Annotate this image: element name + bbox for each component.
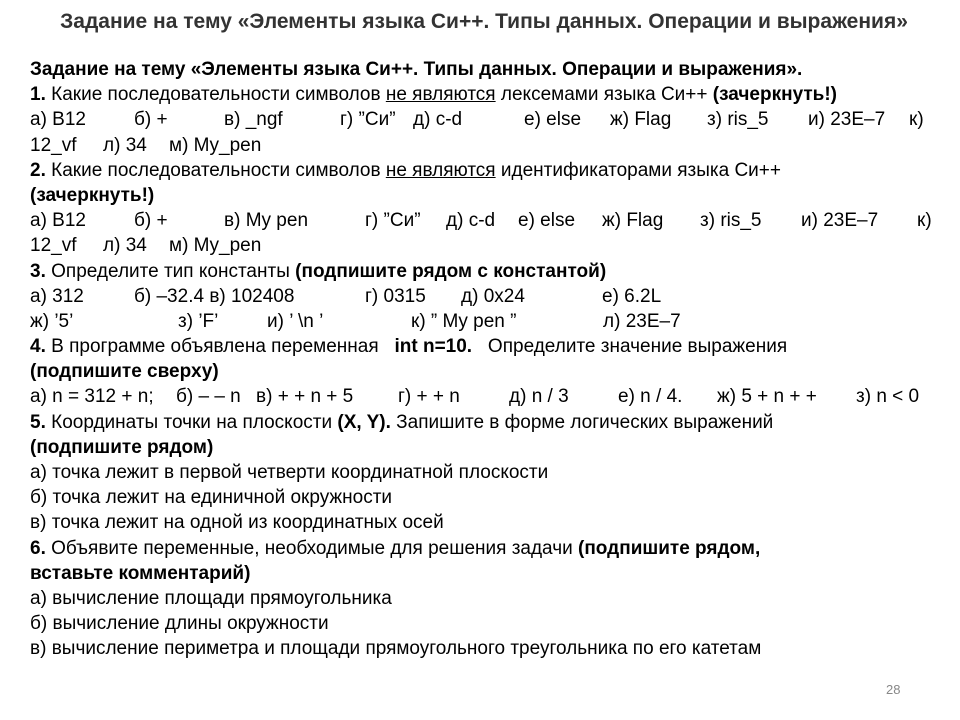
q6-note-line (30, 561, 935, 586)
q1-option: л) 34 (103, 134, 147, 156)
task-content (30, 57, 935, 662)
q3-option: е) 6.2L (602, 285, 662, 307)
q1-option: е) else (524, 109, 582, 131)
q1-option: г) ”Си” (340, 109, 396, 131)
q4-option: ж) 5 + n + + (717, 386, 817, 408)
q5-number: 5. (30, 411, 46, 433)
q2-option: д) c-d (446, 210, 496, 232)
q5-note-line (30, 435, 935, 460)
q3-option: д) 0x24 (461, 285, 525, 307)
q1-text-a: Какие последовательности символов (45, 84, 386, 106)
q3-options-row2 (30, 309, 935, 334)
q2-option: в) My pen (224, 210, 309, 232)
q1-option: ж) Flag (610, 109, 672, 131)
q2-note: (зачеркнуть!) (30, 184, 155, 206)
q2-options-row2 (30, 233, 935, 258)
q4-option: з) n < 0 (856, 386, 920, 408)
q1-options-row2 (30, 133, 935, 158)
q6-note-a: (подпишите рядом, (578, 537, 761, 559)
q5-text-b: Запишите в форме логических выражений (390, 411, 774, 433)
q1-number: 1. (30, 84, 46, 106)
q3-option: к) ” My pen ” (411, 310, 517, 332)
q1-prompt (30, 82, 935, 107)
q1-option: и) 23E–7 (808, 109, 886, 131)
q4-text-b: Определите значение выражения (482, 336, 788, 358)
task-header (30, 57, 935, 82)
q1-option: к) (909, 109, 924, 131)
q1-underlined: не являются (385, 84, 496, 106)
slide-title: Задание на тему «Элементы языка Си++. Типы данных. Операции и выражения» (60, 10, 908, 33)
q6-prompt (30, 536, 935, 561)
q4-option: е) n / 4. (618, 386, 683, 408)
q2-note-line (30, 183, 935, 208)
q4-prompt (30, 334, 935, 359)
q4-option: а) n = 312 + n; (30, 386, 154, 408)
q5-text-a: Координаты точки на плоскости (45, 411, 338, 433)
q1-option: б) + (134, 109, 168, 131)
q6-item: б) вычисление длины окружности (30, 613, 329, 635)
q4-option: д) n / 3 (509, 386, 569, 408)
q2-option: а) B12 (30, 210, 86, 232)
q3-options-row1 (30, 284, 935, 309)
q4-code: int n=10. (394, 336, 473, 358)
q1-option: м) My_pen (169, 134, 262, 156)
q2-option: ж) Flag (602, 210, 664, 232)
q2-text-b: идентификаторами языка Си++ (495, 159, 781, 181)
q1-note: (зачеркнуть!) (712, 84, 838, 106)
q4-option: г) + + n (398, 386, 460, 408)
q2-option: м) My_pen (169, 235, 262, 257)
q3-option: з) ’F’ (178, 310, 219, 332)
q3-number: 3. (30, 260, 46, 282)
q5-item: в) точка лежит на одной из координатных осей (30, 512, 444, 534)
q2-option: б) + (134, 210, 168, 232)
q3-option: л) 23E–7 (603, 310, 681, 332)
q6-item: а) вычисление площади прямоугольника (30, 587, 392, 609)
q3-option: б) –32.4 в) 102408 (134, 285, 295, 307)
q3-option: и) ’ \n ’ (267, 310, 324, 332)
q4-option: в) + + n + 5 (256, 386, 354, 408)
q5-item: б) точка лежит на единичной окружности (30, 487, 393, 509)
page-number: 28 (886, 682, 901, 697)
q6-number: 6. (30, 537, 46, 559)
q2-option: з) ris_5 (700, 210, 762, 232)
q2-text-a: Какие последовательности символов (45, 159, 386, 181)
q6-note-b: вставьте комментарий) (30, 562, 251, 584)
q4-note-line (30, 359, 935, 384)
q5-item: а) точка лежит в первой четверти координатной плоскости (30, 462, 549, 483)
q2-option: к) (917, 210, 932, 232)
q5-prompt (30, 410, 935, 435)
q2-prompt (30, 158, 935, 183)
q4-option: б) – – n (176, 386, 241, 408)
q4-note: (подпишите сверху) (30, 361, 219, 383)
q2-number: 2. (30, 159, 46, 181)
q1-option: в) _ngf (224, 109, 283, 131)
q2-option: и) 23E–7 (801, 210, 879, 232)
q3-option: ж) ’5’ (30, 310, 74, 332)
q3-option: а) 312 (30, 285, 84, 307)
q1-option: д) c-d (413, 109, 463, 131)
q2-option: л) 34 (103, 235, 147, 257)
task-header-text: Задание на тему «Элементы языка Си++. Типы данных. Операции и выражения». (30, 59, 803, 80)
q3-prompt (30, 259, 935, 284)
q2-option: г) ”Си” (365, 210, 421, 232)
q3-option: г) 0315 (365, 285, 426, 307)
q1-options-row1 (30, 107, 935, 132)
q1-option: з) ris_5 (707, 109, 769, 131)
q1-option: а) B12 (30, 109, 86, 131)
q6-item: в) вычисление периметра и площади прямоугольного треугольника по его катетам (30, 638, 762, 660)
q4-number: 4. (30, 336, 46, 358)
q2-options-row1 (30, 208, 935, 233)
q6-text: Объявите переменные, необходимые для решения задачи (45, 537, 578, 559)
q2-option: е) else (518, 210, 576, 232)
q3-text: Определите тип константы (45, 260, 296, 282)
q2-underlined: не являются (385, 159, 496, 181)
q1-option: 12_vf (30, 134, 77, 156)
q5-note: (подпишите рядом) (30, 436, 214, 458)
q5-coords: (X, Y). (337, 411, 391, 433)
q1-text-b: лексемами языка Си++ (495, 84, 713, 106)
q4-options-row (30, 384, 935, 409)
q4-text-a: В программе объявлена переменная (45, 336, 384, 358)
q2-option: 12_vf (30, 235, 77, 257)
q3-note: (подпишите рядом с константой) (295, 260, 607, 282)
